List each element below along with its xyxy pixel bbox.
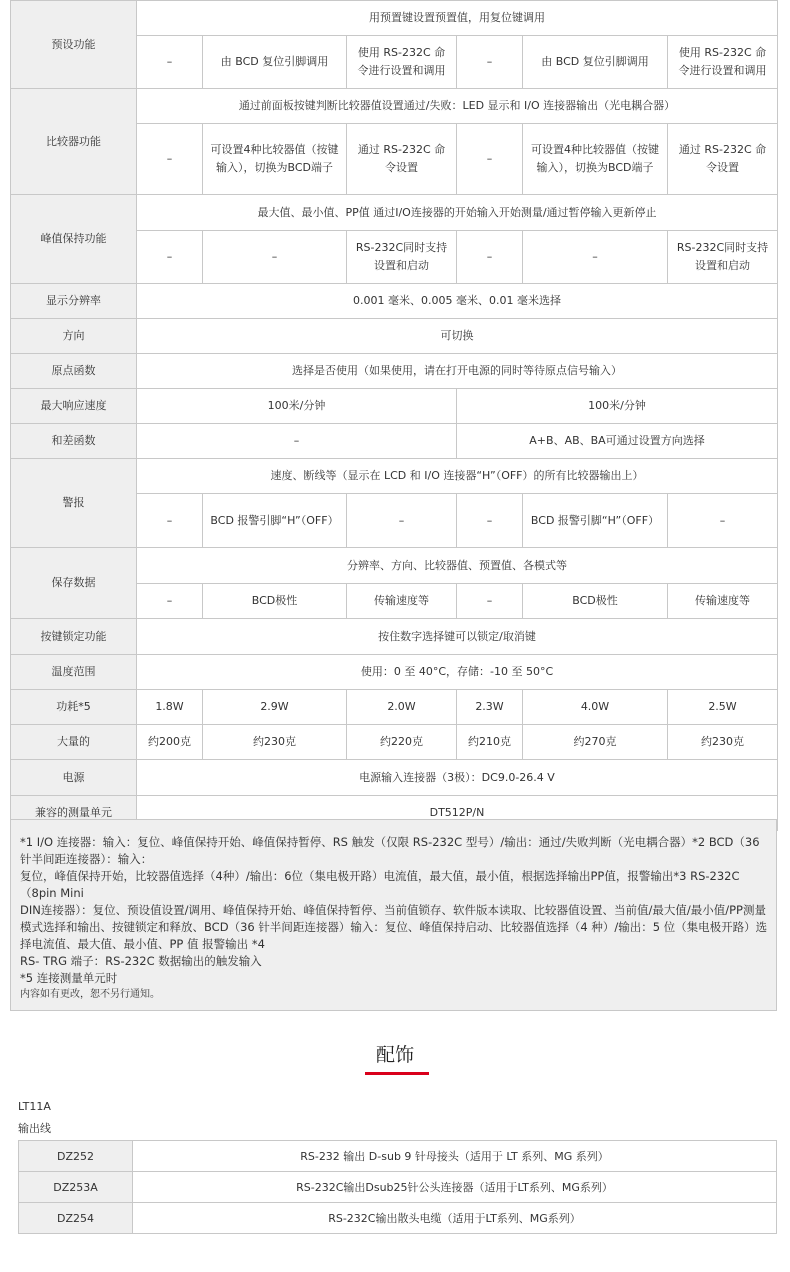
row-label-preset: 预设功能 [11, 1, 137, 89]
accessory-description: RS-232 输出 D-sub 9 针母接头（适用于 LT 系列、MG 系列） [133, 1141, 777, 1172]
preset-cell: 使用 RS-232C 命令进行设置和调用 [668, 36, 778, 89]
accessory-code: DZ254 [19, 1203, 133, 1234]
mass-cell: 约210克 [457, 725, 523, 760]
accessory-description: RS-232C输出Dsub25针公头连接器（适用于LT系列、MG系列） [133, 1172, 777, 1203]
footnote-line: 复位，峰值保持开始，比较器值选择（4种）/输出：6位（集电极开路）电流值，最大值，最小值，根据选择输出PP值，报警输出*3 RS-232C（8pin Mini [20, 869, 740, 900]
comparator-cell: 可设置4种比较器值（按键输入），切换为BCD端子 [203, 124, 347, 195]
accessory-code: DZ253A [19, 1172, 133, 1203]
comparator-cell: – [137, 124, 203, 195]
save-cell: 传输速度等 [347, 584, 457, 619]
mass-cell: 约230克 [203, 725, 347, 760]
peak-cell: – [137, 231, 203, 284]
preset-cell: 由 BCD 复位引脚调用 [203, 36, 347, 89]
comparator-cell: – [457, 124, 523, 195]
change-notice: 内容如有更改，恕不另行通知。 [20, 989, 160, 1000]
peak-cell: RS-232C同时支持设置和启动 [668, 231, 778, 284]
row-label-comparator: 比较器功能 [11, 89, 137, 195]
row-label-peak: 峰值保持功能 [11, 195, 137, 284]
row-label-temperature: 温度范围 [11, 655, 137, 690]
save-cell: 传输速度等 [668, 584, 778, 619]
row-label-supply: 电源 [11, 760, 137, 796]
footnote-line: *5 连接测量单元时 [20, 971, 118, 985]
alarm-cell: – [457, 494, 523, 548]
row-label-save: 保存数据 [11, 548, 137, 619]
power-cell: 4.0W [523, 690, 668, 725]
accessory-description: RS-232C输出散头电缆（适用于LT系列、MG系列） [133, 1203, 777, 1234]
save-cell: BCD极性 [523, 584, 668, 619]
power-cell: 2.9W [203, 690, 347, 725]
row-label-keylock: 按键锁定功能 [11, 619, 137, 655]
footnote-line: RS- TRG 端子：RS-232C 数据输出的触发输入 [20, 954, 262, 968]
power-cell: 2.3W [457, 690, 523, 725]
preset-cell: – [457, 36, 523, 89]
direction-value: 可切换 [137, 319, 778, 354]
speed-right: 100米/分钟 [457, 389, 778, 424]
alarm-cell: – [137, 494, 203, 548]
alarm-cell: – [347, 494, 457, 548]
compatible-value: DT512P/N [137, 796, 778, 831]
save-cell: – [457, 584, 523, 619]
comparator-summary: 通过前面板按键判断比较器值设置通过/失败：LED 显示和 I/O 连接器输出（光电耦合器） [137, 89, 778, 124]
peak-summary: 最大值、最小值、PP值 通过I/O连接器的开始输入开始测量/通过暂停输入更新停止 [137, 195, 778, 231]
resolution-value: 0.001 毫米、0.005 毫米、0.01 毫米选择 [137, 284, 778, 319]
accessory-row [19, 1203, 777, 1234]
speed-left: 100米/分钟 [137, 389, 457, 424]
peak-cell: – [523, 231, 668, 284]
origin-value: 选择是否使用（如果使用，请在打开电源的同时等待原点信号输入） [137, 354, 778, 389]
row-label-sumdiff: 和差函数 [11, 424, 137, 459]
peak-cell: – [457, 231, 523, 284]
footnote-line: *1 I/O 连接器：输入：复位、峰值保持开始、峰值保持暂停、RS 触发（仅限 RS-232C 型号）/输出：通过/失败判断（光电耦合器）*2 BCD（36 针半间距连接器）：输入： [20, 835, 760, 866]
accessory-row [19, 1141, 777, 1172]
save-cell: – [137, 584, 203, 619]
comparator-cell: 可设置4种比较器值（按键输入），切换为BCD端子 [523, 124, 668, 195]
accessories-title-underline [365, 1072, 429, 1075]
row-label-origin: 原点函数 [11, 354, 137, 389]
accessories-table [18, 1140, 777, 1234]
alarm-cell: – [668, 494, 778, 548]
preset-cell: 由 BCD 复位引脚调用 [523, 36, 668, 89]
accessory-row [19, 1172, 777, 1203]
mass-cell: 约200克 [137, 725, 203, 760]
temperature-value: 使用：0 至 40°C，存储：-10 至 50°C [137, 655, 778, 690]
row-label-direction: 方向 [11, 319, 137, 354]
accessory-category: 输出线 [18, 1122, 51, 1135]
preset-cell: – [137, 36, 203, 89]
spec-table [10, 0, 778, 831]
row-label-alarm: 警报 [11, 459, 137, 548]
preset-cell: 使用 RS-232C 命令进行设置和调用 [347, 36, 457, 89]
alarm-summary: 速度、断线等（显示在 LCD 和 I/O 连接器“H”（OFF）的所有比较器输出上） [137, 459, 778, 494]
row-label-resolution: 显示分辨率 [11, 284, 137, 319]
peak-cell: – [203, 231, 347, 284]
accessory-code: DZ252 [19, 1141, 133, 1172]
accessories-title: 配饰 [375, 1044, 414, 1066]
footnotes [10, 819, 777, 1011]
row-label-speed: 最大响应速度 [11, 389, 137, 424]
save-cell: BCD极性 [203, 584, 347, 619]
sumdiff-right: A+B、AB、BA可通过设置方向选择 [457, 424, 778, 459]
row-label-compatible: 兼容的测量单元 [11, 796, 137, 831]
alarm-cell: BCD 报警引脚“H”（OFF） [523, 494, 668, 548]
sumdiff-left: – [137, 424, 457, 459]
mass-cell: 约230克 [668, 725, 778, 760]
footnote-line: DIN连接器）：复位、预设值设置/调用、峰值保持开始、峰值保持暂停、当前值锁存、软件版本读取、比较器值设置、当前值/最大值/最小值/PP测量模式选择和输出、按键锁定和释放、BCD（36 针半间距连接器）输入：复位、峰值保持启动、比较器值选择（4 种）/输出：5 位（集电极开路）选择电流值、最大值、最小值、PP 值 报警输出 *4 [20, 903, 768, 951]
comparator-cell: 通过 RS-232C 命令设置 [668, 124, 778, 195]
keylock-value: 按住数字选择键可以锁定/取消键 [137, 619, 778, 655]
preset-summary: 用预置键设置预置值，用复位键调用 [137, 1, 778, 36]
alarm-cell: BCD 报警引脚“H”（OFF） [203, 494, 347, 548]
mass-cell: 约220克 [347, 725, 457, 760]
power-cell: 2.5W [668, 690, 778, 725]
accessory-model: LT11A [18, 1100, 51, 1113]
power-cell: 2.0W [347, 690, 457, 725]
comparator-cell: 通过 RS-232C 命令设置 [347, 124, 457, 195]
row-label-power: 功耗*5 [11, 690, 137, 725]
power-cell: 1.8W [137, 690, 203, 725]
save-summary: 分辨率、方向、比较器值、预置值、各模式等 [137, 548, 778, 584]
supply-value: 电源输入连接器（3极）：DC9.0-26.4 V [137, 760, 778, 796]
peak-cell: RS-232C同时支持设置和启动 [347, 231, 457, 284]
mass-cell: 约270克 [523, 725, 668, 760]
row-label-mass: 大量的 [11, 725, 137, 760]
